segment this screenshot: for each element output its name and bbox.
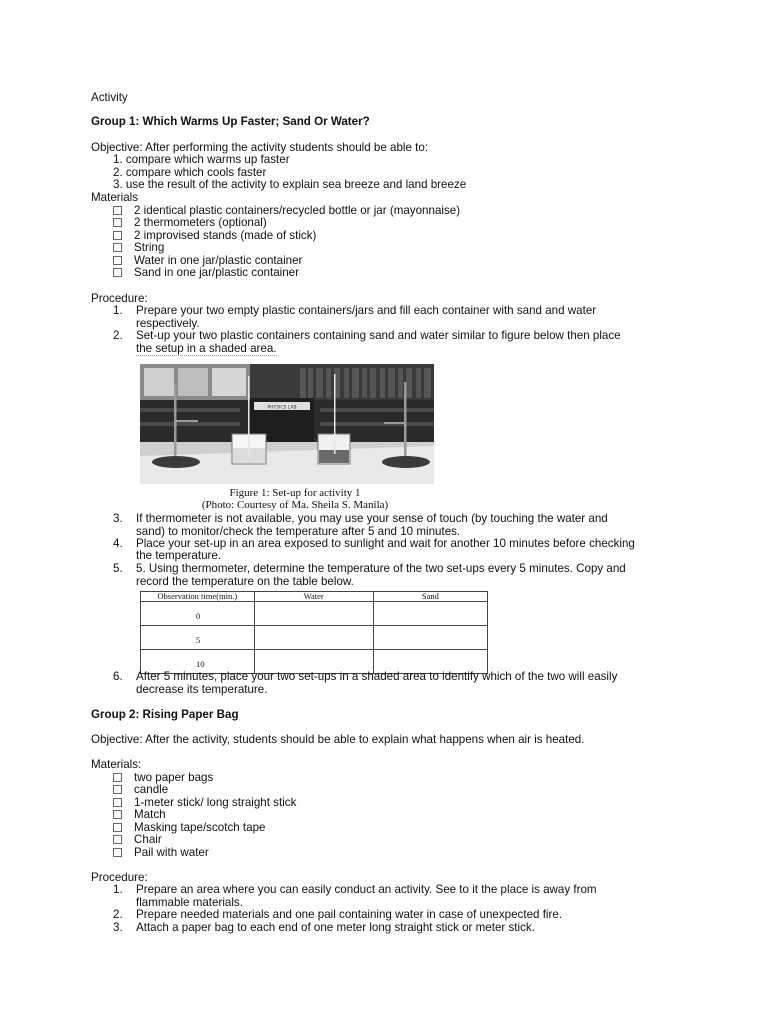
lab-sign-text: PHYSICS LAB xyxy=(267,405,297,411)
group2-procedure-label: Procedure: xyxy=(91,871,148,884)
figure-caption: Figure 1: Set-up for activity 1 xyxy=(229,487,361,499)
figure-credit: (Photo: Courtesy of Ma. Sheila S. Manila) xyxy=(201,499,389,511)
material-item: 2 identical plastic containers/recycled bottle or jar (mayonnaise) xyxy=(113,205,460,218)
material-item: Match xyxy=(113,809,166,822)
material-item: Sand in one jar/plastic container xyxy=(113,267,299,280)
checkbox-icon xyxy=(113,206,122,215)
step-text: record the temperature on the table below. xyxy=(136,575,354,588)
group1-procedure-label: Procedure: xyxy=(91,292,148,305)
table-row xyxy=(141,626,488,650)
material-item: 1-meter stick/ long straight stick xyxy=(113,797,296,810)
checkbox-icon xyxy=(113,256,122,265)
table-cell xyxy=(373,602,487,626)
material-item: two paper bags xyxy=(113,772,213,785)
material-item: Water in one jar/plastic container xyxy=(113,255,302,268)
step-number: 1. xyxy=(113,304,123,317)
step-text: Prepare an area where you can easily conduct an activity. See to it the place is away from xyxy=(136,883,597,896)
checkbox-icon xyxy=(113,268,122,277)
step-text: Attach a paper bag to each end of one meter long straight stick or meter stick. xyxy=(136,921,535,934)
material-item: Chair xyxy=(113,834,162,847)
step-text: the setup in a shaded area. xyxy=(136,342,277,355)
step-text: Prepare your two empty plastic containers/jars and fill each container with sand and water xyxy=(136,304,597,317)
checkbox-icon xyxy=(113,798,122,807)
step-number: 5. xyxy=(113,562,123,575)
observation-table xyxy=(140,591,488,674)
setup-photo-illustration xyxy=(140,364,434,484)
table-cell: 0 xyxy=(141,602,255,626)
step-text: the temperature. xyxy=(136,549,222,562)
step-text: flammable materials. xyxy=(136,896,243,909)
step-text: decrease its temperature. xyxy=(136,683,268,696)
group2-heading: Group 2: Rising Paper Bag xyxy=(91,708,239,721)
step-number: 2. xyxy=(113,329,123,342)
material-item: String xyxy=(113,242,164,255)
group1-objective-intro: Objective: After performing the activity students should be able to: xyxy=(91,141,429,154)
step-number: 6. xyxy=(113,670,123,683)
group2-materials-label: Materials: xyxy=(91,758,142,771)
checkbox-icon xyxy=(113,243,122,252)
group1-heading: Group 1: Which Warms Up Faster; Sand Or Water? xyxy=(91,115,370,128)
table-header: Sand xyxy=(373,592,487,602)
step-text: If thermometer is not available, you may use your sense of touch (by touching the water and xyxy=(136,512,608,525)
step-text: 5. Using thermometer, determine the temperature of the two set-ups every 5 minutes. Copy and xyxy=(136,562,626,575)
step-number: 2. xyxy=(113,908,123,921)
table-cell xyxy=(254,626,373,650)
step-number: 3. xyxy=(113,921,123,934)
table-header: Water xyxy=(254,592,373,602)
checkbox-icon xyxy=(113,848,122,857)
table-cell xyxy=(254,602,373,626)
step-text: Set-up your two plastic containers containing sand and water similar to figure below then place xyxy=(136,329,621,342)
step-text: After 5 minutes, place your two set-ups in a shaded area to identify which of the two will easily xyxy=(136,670,618,683)
checkbox-icon xyxy=(113,823,122,832)
step-text: Place your set-up in an area exposed to sunlight and wait for another 10 minutes before checking xyxy=(136,537,635,550)
table-cell xyxy=(373,626,487,650)
table-header: Observation time(min.) xyxy=(141,592,255,602)
objective-item: 2. compare which cools faster xyxy=(113,166,267,179)
group1-materials-label: Materials xyxy=(91,191,139,204)
step-text: respectively. xyxy=(136,317,200,330)
table-row xyxy=(141,602,488,626)
table-cell: 10 xyxy=(141,650,255,674)
checkbox-icon xyxy=(113,810,122,819)
document-title: Activity xyxy=(91,91,128,104)
step-number: 4. xyxy=(113,537,123,550)
material-item: candle xyxy=(113,784,168,797)
checkbox-icon xyxy=(113,785,122,794)
material-item: Masking tape/scotch tape xyxy=(113,822,265,835)
checkbox-icon xyxy=(113,773,122,782)
step-number: 1. xyxy=(113,883,123,896)
checkbox-icon xyxy=(113,218,122,227)
step-text: sand) to monitor/check the temperature after 5 and 10 minutes. xyxy=(136,525,461,538)
objective-item: 3. use the result of the activity to explain sea breeze and land breeze xyxy=(113,178,467,191)
group2-objective: Objective: After the activity, students should be able to explain what happens when air is heated. xyxy=(91,733,585,746)
table-header-row xyxy=(141,592,488,602)
checkbox-icon xyxy=(113,835,122,844)
material-item: Pail with water xyxy=(113,847,209,860)
material-item: 2 improvised stands (made of stick) xyxy=(113,230,316,243)
step-number: 3. xyxy=(113,512,123,525)
setup-photo xyxy=(140,364,434,484)
material-item: 2 thermometers (optional) xyxy=(113,217,267,230)
step-text: Prepare needed materials and one pail containing water in case of unexpected fire. xyxy=(136,908,563,921)
objective-item: 1. compare which warms up faster xyxy=(113,153,290,166)
checkbox-icon xyxy=(113,231,122,240)
table-cell: 5 xyxy=(141,626,255,650)
